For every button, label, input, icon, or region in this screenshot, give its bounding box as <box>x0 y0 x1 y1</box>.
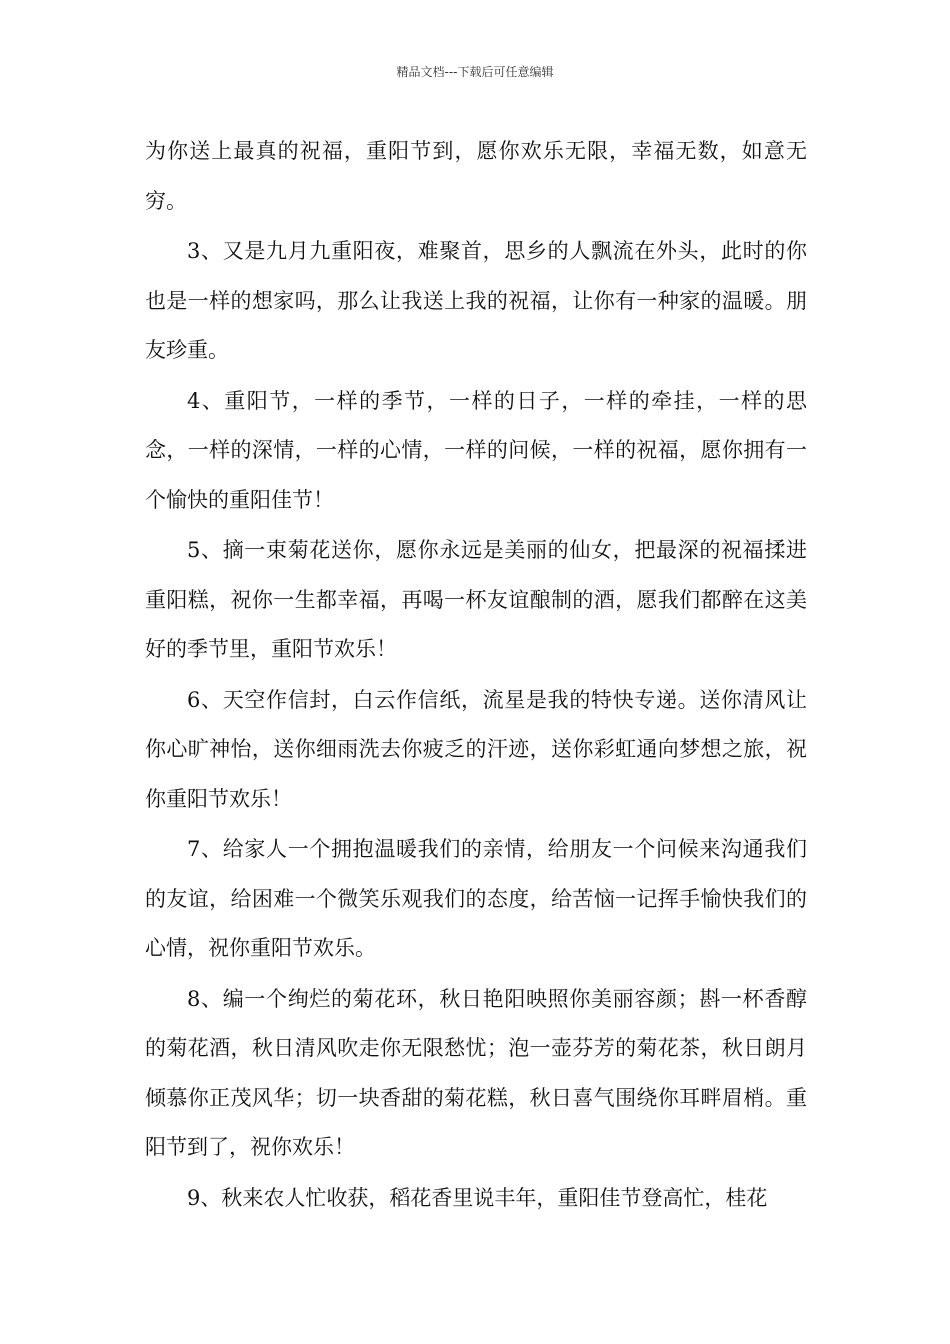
paragraph-item-9: 9、秋来农人忙收获，稻花香里说丰年，重阳佳节登高忙，桂花 <box>187 1185 768 1210</box>
paragraph-item-6: 6、天空作信封，白云作信纸，流星是我的特快专递。送你清风让你心旷神怡，送你细雨洗去你疲乏的汗迹，送你彩虹通向梦想之旅，祝你重阳节欢乐！ <box>145 687 807 811</box>
page-header: 精品文档---下载后可任意编辑 <box>396 65 554 79</box>
paragraph-item-8: 8、编一个绚烂的菊花环，秋日艳阳映照你美丽容颜；斟一杯香醇的菊花酒，秋日清风吹走你无限愁忧；泡一壶芬芳的菊花茶，秋日朗月倾慕你正茂风华；切一块香甜的菊花糕，秋日喜气围绕你耳畔眉梢。重阳节到了，祝你欢乐！ <box>145 986 807 1159</box>
paragraph-item-5: 5、摘一束菊花送你，愿你永远是美丽的仙女，把最深的祝福揉进重阳糕，祝你一生都幸福，再喝一杯友谊酿制的酒，愿我们都醉在这美好的季节里，重阳节欢乐！ <box>145 538 807 661</box>
paragraph-item-3: 3、又是九月九重阳夜，难聚首，思乡的人飘流在外头，此时的你也是一样的想家吗，那么让我送上我的祝福，让你有一种家的温暖。朋友珍重。 <box>145 239 807 362</box>
document-body <box>145 127 807 1224</box>
paragraph-item-4: 4、重阳节，一样的季节，一样的日子，一样的牵挂，一样的思念，一样的深情，一样的心情，一样的问候，一样的祝福，愿你拥有一个愉快的重阳佳节！ <box>145 388 807 512</box>
paragraph-continuation: 为你送上最真的祝福，重阳节到，愿你欢乐无限，幸福无数，如意无穷。 <box>145 139 807 213</box>
paragraph-item-7: 7、给家人一个拥抱温暖我们的亲情，给朋友一个问候来沟通我们的友谊，给困难一个微笑乐观我们的态度，给苦恼一记挥手愉快我们的心情，祝你重阳节欢乐。 <box>145 837 807 960</box>
